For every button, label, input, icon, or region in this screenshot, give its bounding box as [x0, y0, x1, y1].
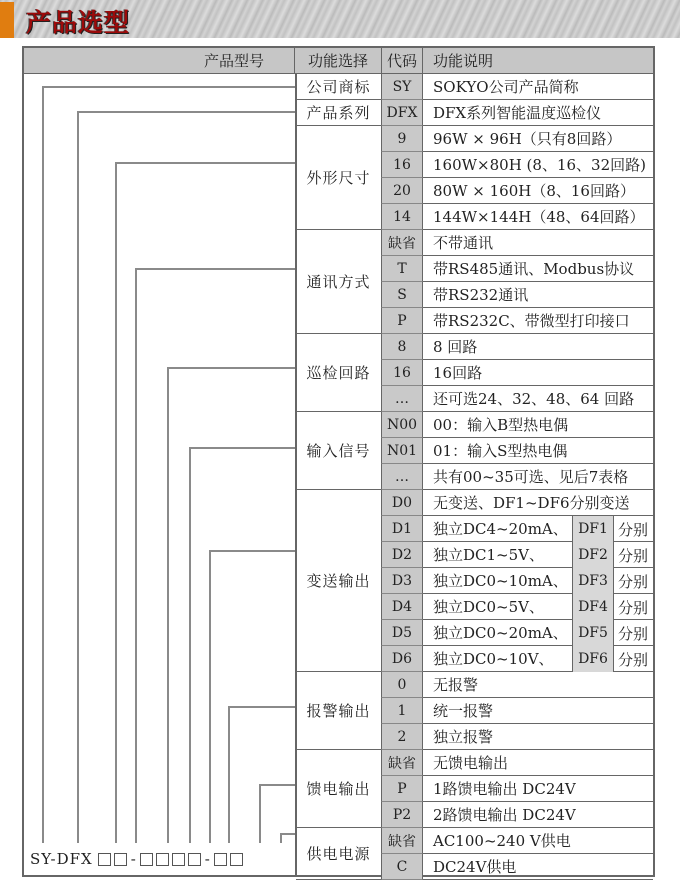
connector-horizontal — [135, 268, 295, 270]
transmit-channel-code: DF3 — [572, 568, 614, 594]
option-code: S — [381, 282, 423, 308]
option-code: … — [381, 386, 423, 412]
option-description: 01：输入S型热电偶 — [423, 438, 653, 464]
option-code: 缺省 — [381, 230, 423, 256]
option-description: 无报警 — [423, 672, 653, 698]
function-1: 产品系列 — [296, 100, 381, 126]
function-4: 巡检回路 — [296, 334, 381, 412]
option-description: 不带通讯 — [423, 230, 653, 256]
connector-horizontal — [167, 367, 295, 369]
option-code: 缺省 — [381, 828, 423, 854]
option-code: T — [381, 256, 423, 282]
connector-vertical — [189, 447, 191, 843]
connector-horizontal — [228, 706, 295, 708]
function-3: 通讯方式 — [296, 230, 381, 334]
option-code: P — [381, 308, 423, 334]
option-description: 8 回路 — [423, 334, 653, 360]
code-slot-box — [188, 853, 201, 866]
connector-vertical — [228, 706, 230, 843]
connector-horizontal — [209, 550, 295, 552]
connector-vertical — [167, 367, 169, 843]
option-description: 统一报警 — [423, 698, 653, 724]
connector-horizontal — [280, 833, 295, 835]
header-function: 功能选择 — [295, 48, 381, 74]
option-code: 1 — [381, 698, 423, 724]
option-code: 16 — [381, 360, 423, 386]
code-slot-box — [230, 853, 243, 866]
option-description: 2路馈电输出 DC24V — [423, 802, 653, 828]
option-description: SOKYO公司产品简称 — [423, 74, 653, 100]
option-code: D5 — [381, 620, 423, 646]
option-code: 0 — [381, 672, 423, 698]
option-description: 带RS485通讯、Modbus协议 — [423, 256, 653, 282]
option-code: 9 — [381, 126, 423, 152]
transmit-channel-note: 分别 — [618, 546, 649, 565]
option-description: 16回路 — [423, 360, 653, 386]
option-code: D4 — [381, 594, 423, 620]
option-description: DFX系列智能温度巡检仪 — [423, 100, 653, 126]
option-description: 带RS232C、带微型打印接口 — [423, 308, 653, 334]
option-description: 独立DC0~10V、 — [423, 646, 653, 672]
option-code: N00 — [381, 412, 423, 438]
option-description: 160W×80H (8、16、32回路) — [423, 152, 653, 178]
code-slot-box — [98, 853, 111, 866]
function-5: 输入信号 — [296, 412, 381, 490]
transmit-channel-code: DF5 — [572, 620, 614, 646]
transmit-channel-note: 分别 — [618, 650, 649, 669]
code-separator: - — [204, 850, 211, 868]
option-code: 16 — [381, 152, 423, 178]
model-selection-table — [22, 46, 655, 877]
code-slot-box — [156, 853, 169, 866]
transmit-channel-code: DF6 — [572, 646, 614, 672]
function-7: 报警输出 — [296, 672, 381, 750]
code-separator: - — [130, 850, 137, 868]
option-description: 带RS232通讯 — [423, 282, 653, 308]
banner-accent — [0, 2, 14, 38]
option-code: P2 — [381, 802, 423, 828]
option-description: AC100~240 V供电 — [423, 828, 653, 854]
section-title: 产品选型 — [26, 8, 131, 37]
header-model: 产品型号 — [24, 48, 295, 74]
connector-horizontal — [189, 447, 295, 449]
connector-vertical — [77, 111, 79, 843]
function-2: 外形尺寸 — [296, 126, 381, 230]
option-code: C — [381, 854, 423, 880]
option-code: D3 — [381, 568, 423, 594]
option-description: 无变送、DF1~DF6分别变送 — [423, 490, 653, 516]
transmit-channel-note: 分别 — [618, 598, 649, 617]
option-code: SY — [381, 74, 423, 100]
option-code: D0 — [381, 490, 423, 516]
option-description: 独立DC1~5V、 — [423, 542, 653, 568]
option-code: DFX — [381, 100, 423, 126]
connector-vertical — [135, 268, 137, 843]
function-6: 变送输出 — [296, 490, 381, 672]
option-code: P — [381, 776, 423, 802]
connector-vertical — [42, 86, 44, 843]
option-code: … — [381, 464, 423, 490]
option-description: 1路馈电输出 DC24V — [423, 776, 653, 802]
option-description: 无馈电输出 — [423, 750, 653, 776]
option-code: 缺省 — [381, 750, 423, 776]
option-description: 00：输入B型热电偶 — [423, 412, 653, 438]
option-description: 共有00~35可选、见后7表格 — [423, 464, 653, 490]
option-code: 8 — [381, 334, 423, 360]
connector-vertical — [209, 550, 211, 843]
option-code: N01 — [381, 438, 423, 464]
connector-horizontal — [115, 162, 295, 164]
code-slot-box — [140, 853, 153, 866]
code-slot-box — [114, 853, 127, 866]
model-prefix: SY-DFX — [30, 850, 93, 868]
transmit-channel-code: DF1 — [572, 516, 614, 542]
option-description: 80W × 160H（8、16回路） — [423, 178, 653, 204]
transmit-channel-note: 分别 — [618, 520, 649, 539]
transmit-channel-code: DF4 — [572, 594, 614, 620]
code-slot-box — [214, 853, 227, 866]
option-code: 14 — [381, 204, 423, 230]
model-code-string — [30, 850, 245, 868]
transmit-channel-code: DF2 — [572, 542, 614, 568]
connector-horizontal — [77, 111, 295, 113]
header-description: 功能说明 — [423, 48, 653, 74]
option-code: 2 — [381, 724, 423, 750]
function-0: 公司商标 — [296, 74, 381, 100]
connector-vertical — [280, 833, 282, 843]
function-9: 供电电源 — [296, 828, 381, 880]
option-description: 独立DC0~20mA、 — [423, 620, 653, 646]
option-code: 20 — [381, 178, 423, 204]
option-description: 独立DC0~10mA、 — [423, 568, 653, 594]
section-banner — [0, 0, 680, 38]
option-description: DC24V供电 — [423, 854, 653, 880]
option-description: 144W×144H（48、64回路） — [423, 204, 653, 230]
option-description: 独立DC0~5V、 — [423, 594, 653, 620]
option-code: D6 — [381, 646, 423, 672]
option-description: 独立报警 — [423, 724, 653, 750]
connector-vertical — [259, 784, 261, 843]
connector-vertical — [115, 162, 117, 843]
option-description: 96W × 96H（只有8回路） — [423, 126, 653, 152]
connector-horizontal — [42, 86, 295, 88]
header-code: 代码 — [381, 48, 423, 74]
connector-horizontal — [259, 784, 295, 786]
function-8: 馈电输出 — [296, 750, 381, 828]
option-description: 独立DC4~20mA、 — [423, 516, 653, 542]
transmit-channel-note: 分别 — [618, 624, 649, 643]
code-slot-box — [172, 853, 185, 866]
option-code: D2 — [381, 542, 423, 568]
transmit-channel-note: 分别 — [618, 572, 649, 591]
option-description: 还可选24、32、48、64 回路 — [423, 386, 653, 412]
option-code: D1 — [381, 516, 423, 542]
